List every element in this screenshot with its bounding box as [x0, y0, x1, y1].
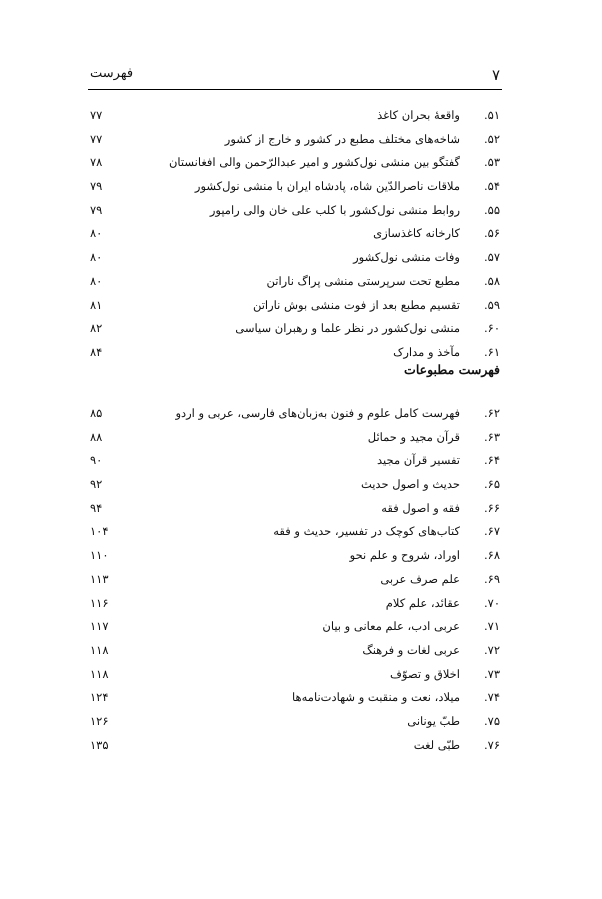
- entry-number: ۷۱.: [483, 619, 500, 634]
- entry-number: ۵۳.: [483, 155, 500, 170]
- toc-entry: [90, 592, 500, 616]
- entry-page-number: ۸۴: [90, 344, 103, 359]
- entry-title: کارخانه کاغذسازی: [373, 226, 460, 241]
- entry-page-number: ۱۱۶: [90, 595, 109, 610]
- entry-number: ۷۶.: [483, 737, 500, 752]
- entry-number: ۶۷.: [483, 524, 500, 539]
- entry-title: فقه و اصول فقه: [381, 500, 460, 515]
- entry-title: قرآن مجید و حمائل: [367, 429, 460, 444]
- entry-page-number: ۱۱۸: [90, 642, 109, 657]
- entry-page-number: ۱۱۰: [90, 548, 109, 563]
- toc-entry: [90, 128, 500, 152]
- entry-number: ۵۲.: [483, 131, 500, 146]
- entry-page-number: ۷۸: [90, 155, 103, 170]
- entry-number: ۵۱.: [483, 108, 500, 122]
- entry-page-number: ۷۷: [90, 131, 103, 146]
- entry-title: گفتگو بین منشی نول‌کشور و امیر عبدالرّحمن والی افغانستان: [168, 155, 460, 170]
- entry-page-number: ۸۰: [90, 226, 103, 241]
- entry-number: ۵۷.: [483, 250, 500, 265]
- entry-number: ۵۵.: [483, 202, 500, 217]
- entry-title: طبّی لغت: [413, 737, 460, 752]
- entry-title: طبّ یونانی: [407, 713, 460, 728]
- entry-title: مآخذ و مدارک: [393, 344, 460, 359]
- toc-entry: [90, 426, 500, 450]
- entry-number: ۶۱.: [483, 344, 500, 359]
- entry-number: ۷۲.: [483, 642, 500, 657]
- entry-number: ۶۰.: [483, 321, 500, 336]
- toc-entry: [90, 317, 500, 341]
- entry-title: تقسیم مطبع بعد از فوت منشی بوش ناراتن: [252, 297, 460, 312]
- running-header: [90, 62, 500, 86]
- toc-entry: [90, 151, 500, 175]
- toc-entry: [90, 294, 500, 318]
- entry-title: علم صرف عربی: [380, 571, 460, 586]
- entry-page-number: ۸۰: [90, 250, 103, 265]
- entry-title: واقعهٔ بحران کاغذ: [377, 108, 460, 122]
- entry-title: شاخه‌های مختلف مطبع در کشور و خارج از کشور: [224, 131, 460, 146]
- entry-number: ۵۶.: [483, 226, 500, 241]
- toc-entry: [90, 246, 500, 270]
- entry-title: منشی نول‌کشور در نظر علما و رهبران سیاسی: [235, 321, 460, 336]
- toc-entry: [90, 341, 500, 365]
- entry-title: میلاد، نعت و منقبت و شهادت‌نامه‌ها: [292, 690, 460, 705]
- entry-title: کتاب‌های کوچک در تفسیر، حدیث و فقه: [273, 524, 460, 539]
- entry-page-number: ۹۰: [90, 453, 103, 468]
- toc-entry: [90, 497, 500, 521]
- toc-entry: [90, 175, 500, 199]
- entry-title: تفسیر قرآن مجید: [377, 453, 460, 468]
- entry-title: عربی لغات و فرهنگ: [362, 642, 460, 657]
- entry-title: وفات منشی نول‌کشور: [353, 250, 460, 265]
- entry-page-number: ۱۲۴: [90, 690, 109, 705]
- entry-page-number: ۱۲۶: [90, 713, 109, 728]
- entry-title: حدیث و اصول حدیث: [360, 477, 460, 492]
- entry-number: ۶۸.: [483, 548, 500, 563]
- entry-page-number: ۷۹: [90, 179, 103, 194]
- entry-page-number: ۹۴: [90, 500, 103, 515]
- page-number: ۷: [491, 66, 500, 84]
- entry-page-number: ۷۹: [90, 202, 103, 217]
- entry-page-number: ۷۷: [90, 108, 103, 122]
- toc-entry: [90, 639, 500, 663]
- entry-number: ۵۹.: [483, 297, 500, 312]
- section-heading: فهرست مطبوعات: [404, 362, 500, 377]
- entry-number: ۶۵.: [483, 477, 500, 492]
- entry-page-number: ۸۸: [90, 429, 103, 444]
- toc-entry: [90, 710, 500, 734]
- entry-number: ۷۳.: [483, 666, 500, 681]
- toc-list-part2: [90, 402, 500, 757]
- entry-number: ۶۳.: [483, 429, 500, 444]
- entry-number: ۷۵.: [483, 713, 500, 728]
- entry-number: ۵۴.: [483, 179, 500, 194]
- entry-number: ۵۸.: [483, 273, 500, 288]
- entry-number: ۷۴.: [483, 690, 500, 705]
- entry-number: ۷۰.: [483, 595, 500, 610]
- entry-title: اوراد، شروح و علم نحو: [349, 548, 460, 563]
- toc-entry: [90, 544, 500, 568]
- entry-page-number: ۱۰۴: [90, 524, 109, 539]
- toc-entry: [90, 473, 500, 497]
- entry-title: ملاقات ناصرالدّین شاه، پادشاه ایران با منشی نول‌کشور: [194, 179, 460, 194]
- header-rule: [88, 89, 502, 90]
- entry-page-number: ۱۱۳: [90, 571, 109, 586]
- running-title: فهرست: [90, 66, 134, 81]
- entry-page-number: ۱۱۸: [90, 666, 109, 681]
- entry-number: ۶۶.: [483, 500, 500, 515]
- entry-page-number: ۱۳۵: [90, 737, 109, 752]
- toc-entry: [90, 270, 500, 294]
- toc-entry: [90, 199, 500, 223]
- entry-page-number: ۸۰: [90, 273, 103, 288]
- entry-title: فهرست کامل علوم و فنون به‌زبان‌های فارسی، عربی و اردو: [175, 406, 460, 420]
- entry-title: مطبع تحت سرپرستی منشی پراگ ناراتن: [266, 273, 460, 288]
- entry-title: روابط منشی نول‌کشور با کلب علی خان والی رامپور: [209, 202, 460, 217]
- entry-title: اخلاق و تصوّف: [390, 666, 460, 681]
- toc-entry: [90, 402, 500, 426]
- toc-entry: [90, 734, 500, 758]
- entry-number: ۶۲.: [483, 406, 500, 420]
- entry-number: ۶۹.: [483, 571, 500, 586]
- toc-entry: [90, 663, 500, 687]
- entry-page-number: ۸۱: [90, 297, 103, 312]
- entry-page-number: ۹۲: [90, 477, 103, 492]
- entry-title: عقائد، علم کلام: [385, 595, 460, 610]
- entry-page-number: ۸۲: [90, 321, 103, 336]
- toc-entry: [90, 104, 500, 128]
- toc-entry: [90, 686, 500, 710]
- entry-page-number: ۸۵: [90, 406, 103, 420]
- entry-title: عربی ادب، علم معانی و بیان: [322, 619, 460, 634]
- entry-page-number: ۱۱۷: [90, 619, 109, 634]
- toc-entry: [90, 615, 500, 639]
- toc-entry: [90, 568, 500, 592]
- toc-entry: [90, 520, 500, 544]
- entry-number: ۶۴.: [483, 453, 500, 468]
- toc-entry: [90, 449, 500, 473]
- toc-list-part1: [90, 104, 500, 365]
- toc-entry: [90, 222, 500, 246]
